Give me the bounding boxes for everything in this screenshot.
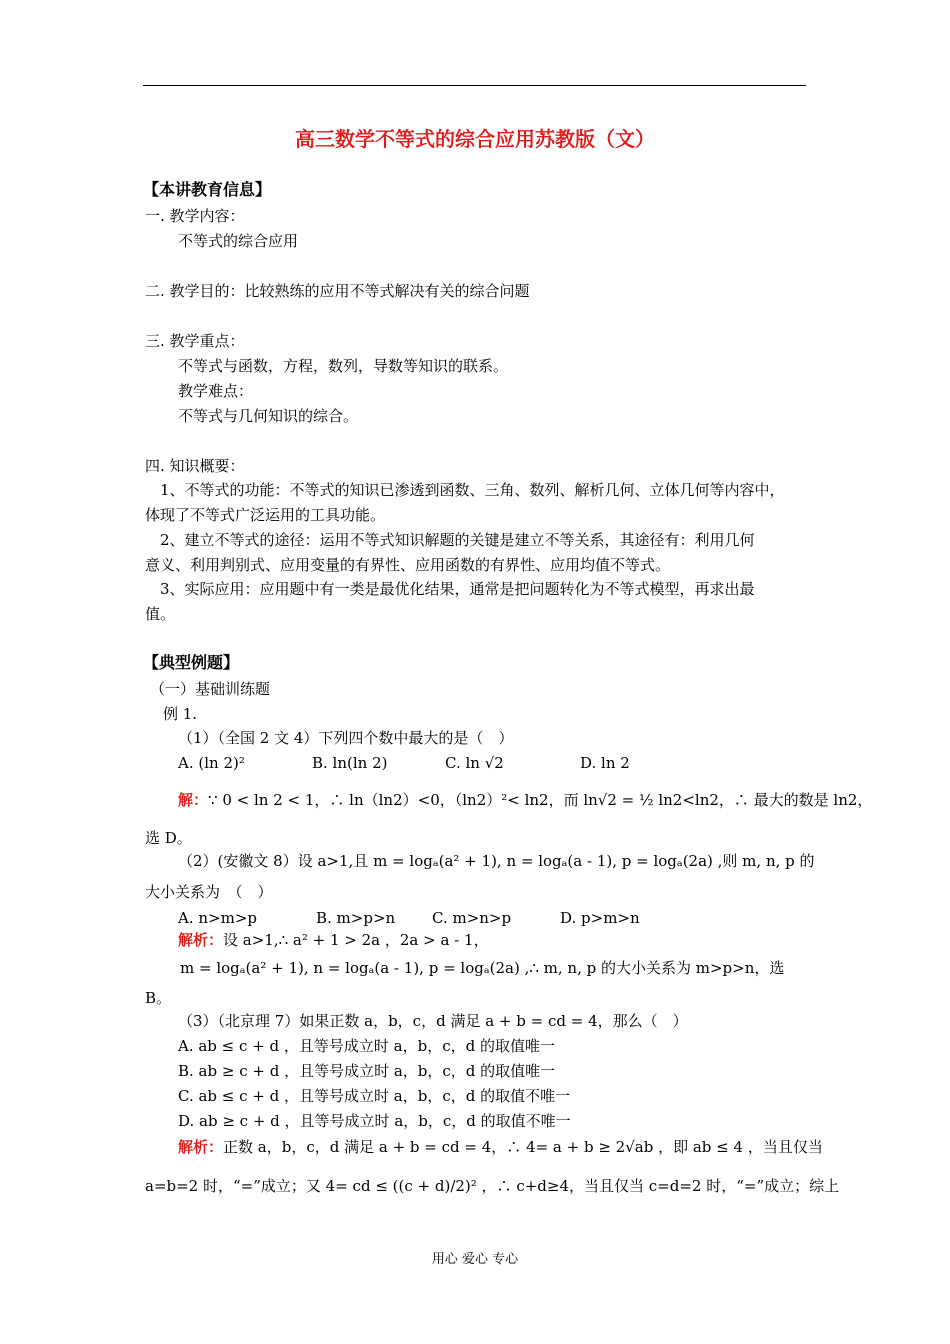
q2-option-c: C. m>n>p: [432, 909, 512, 927]
header-rule: [143, 85, 806, 86]
question-3: （3）（北京理 7）如果正数 a，b，c，d 满足 a + b = cd = 4，那么（ ）: [178, 1012, 688, 1030]
knowledge-2a: 2、建立不等式的途径：运用不等式知识解题的关键是建立不等关系，其途径有：利用几何: [160, 531, 755, 549]
q3-option-a: A. ab ≤ c + d ，且等号成立时 a，b，c，d 的取值唯一: [178, 1037, 555, 1055]
knowledge-3a: 3、实际应用：应用题中有一类是最优化结果，通常是把问题转化为不等式模型，再求出最: [160, 580, 755, 598]
goal-line: 二. 教学目的：比较熟练的应用不等式解决有关的综合问题: [145, 282, 530, 300]
content-heading: 一. 教学内容：: [145, 207, 245, 225]
solution-2: [178, 930, 489, 950]
q1-option-b: B. ln(ln 2): [312, 754, 388, 772]
solution-label: 解：: [178, 791, 209, 809]
difficulty-heading: 教学难点：: [178, 382, 254, 400]
knowledge-2b: 意义、利用判别式、应用变量的有界性、应用函数的有界性、应用均值不等式。: [145, 556, 671, 574]
q1-option-a: A. (ln 2)²: [178, 754, 245, 772]
analysis-label: 解析：: [178, 931, 224, 949]
solution-1-end: 选 D。: [145, 829, 192, 847]
knowledge-3b: 值。: [145, 605, 176, 623]
q1-option-d: D. ln 2: [580, 754, 630, 772]
solution-2-line2: m = logₐ(a² + 1), n = logₐ(a - 1), p = logₐ(2a) ,∴ m, n, p 的大小关系为 m>p>n，选: [180, 959, 785, 977]
content-text: 不等式的综合应用: [178, 232, 299, 250]
knowledge-1a: 1、不等式的功能：不等式的知识已渗透到函数、三角、数列、解析几何、立体几何等内容中，: [160, 481, 785, 499]
question-2-line1: （2）(安徽文 8）设 a>1,且 m = logₐ(a² + 1), n = logₐ(a - 1), p = logₐ(2a) ,则 m, n, p 的: [178, 852, 815, 870]
document-title: 高三数学不等式的综合应用苏教版（文）: [295, 127, 655, 151]
key-heading: 三. 教学重点：: [145, 332, 245, 350]
solution-2-end: B。: [145, 989, 172, 1007]
q3-option-d: D. ab ≥ c + d ，且等号成立时 a，b，c，d 的取值不唯一: [178, 1112, 571, 1130]
solution-2-text: 设 a>1,∴ a² + 1 > 2a ，2a > a - 1，: [223, 931, 489, 949]
section-heading-examples: 【典型例题】: [143, 653, 240, 672]
section-heading-info: 【本讲教育信息】: [143, 180, 272, 199]
difficulty-text: 不等式与几何知识的综合。: [178, 407, 359, 425]
analysis-label: 解析：: [178, 1138, 224, 1156]
solution-1: [178, 790, 872, 810]
key-text: 不等式与函数，方程，数列，导数等知识的联系。: [178, 357, 509, 375]
q2-option-d: D. p>m>n: [560, 909, 640, 927]
question-2-line2: 大小关系为 （ ）: [145, 883, 273, 901]
q2-option-b: B. m>p>n: [316, 909, 396, 927]
q1-option-c: C. ln √2: [445, 754, 504, 772]
q3-option-b: B. ab ≥ c + d ，且等号成立时 a，b，c，d 的取值唯一: [178, 1062, 556, 1080]
question-1: （1）（全国 2 文 4）下列四个数中最大的是（ ）: [178, 729, 514, 747]
q2-option-a: A. n>m>p: [178, 909, 257, 927]
knowledge-1b: 体现了不等式广泛运用的工具功能。: [145, 506, 386, 524]
page-footer: 用心 爱心 专心: [431, 1252, 519, 1267]
solution-3-text: 正数 a，b，c，d 满足 a + b = cd = 4，∴ 4= a + b ≥ 2√ab ，即 ab ≤ 4 ，当且仅当: [223, 1138, 823, 1156]
solution-3-line2: a=b=2 时，“=”成立；又 4= cd ≤ ((c + d)/2)² ，∴ c+d≥4，当且仅当 c=d=2 时，“=”成立；综上: [145, 1177, 840, 1195]
knowledge-heading: 四. 知识概要：: [145, 457, 245, 475]
basic-training-heading: （一）基础训练题: [150, 680, 271, 698]
solution-3: [178, 1137, 823, 1157]
solution-1-text: ∵ 0 < ln 2 < 1，∴ ln（ln2）<0，（ln2）²< ln2，而 ln√2 = ½ ln2<ln2，∴ 最大的数是 ln2，: [208, 791, 873, 809]
q3-option-c: C. ab ≤ c + d ，且等号成立时 a，b，c，d 的取值不唯一: [178, 1087, 571, 1105]
example-1-label: 例 1.: [163, 705, 198, 723]
